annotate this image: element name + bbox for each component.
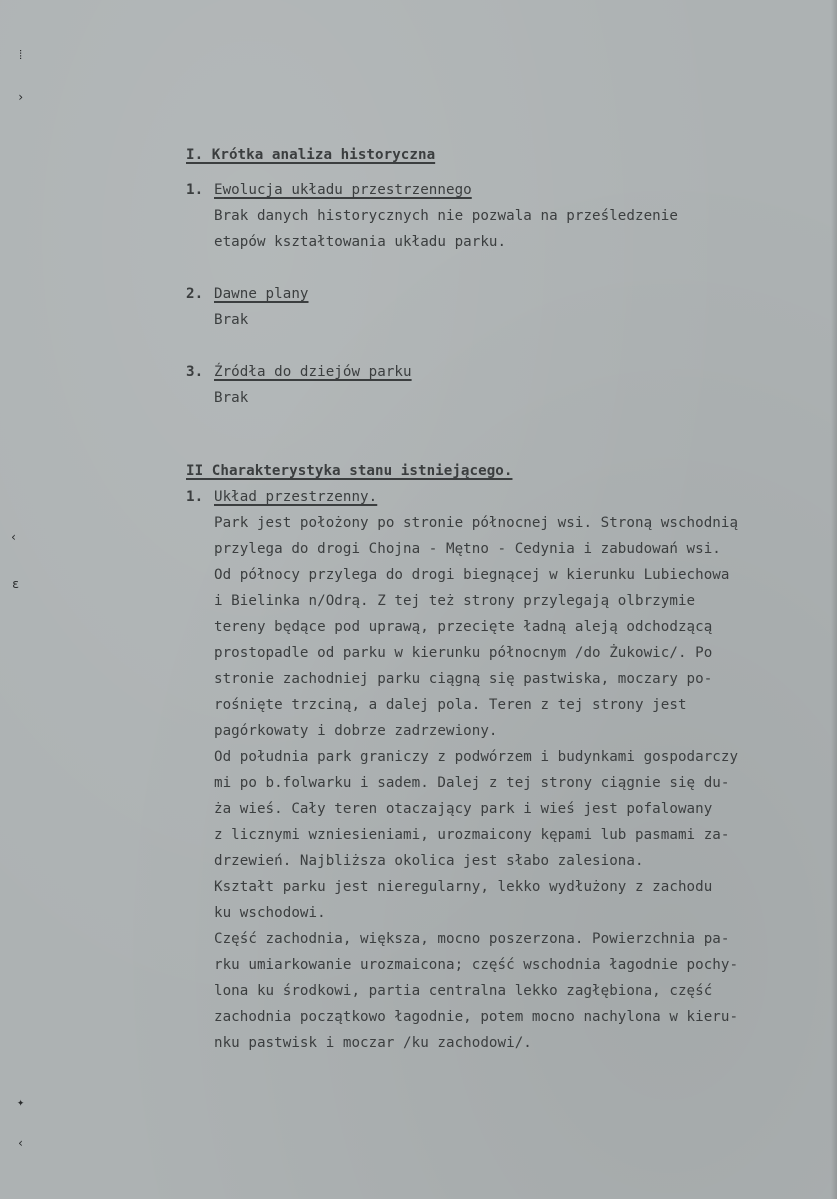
binding-mark: ⁞ [17, 48, 25, 62]
binding-mark: ‹ [17, 1136, 25, 1150]
paragraph-line: tereny będące pod uprawą, przecięte ładną aleją odchodzącą [214, 619, 713, 635]
paragraph-line: mi po b.folwarku i sadem. Dalej z tej strony ciągnie się du- [214, 775, 730, 791]
item-title: Dawne plany [214, 286, 309, 302]
page-edge-shadow [831, 0, 837, 1199]
paragraph-line: drzewień. Najbliższa okolica jest słabo zalesiona. [214, 853, 644, 869]
paragraph-line: Park jest położony po stronie północnej wsi. Stroną wschodnią [214, 515, 739, 531]
paragraph-line: stronie zachodniej parku ciągną się pastwiska, moczary po- [214, 671, 713, 687]
paragraph-line: nku pastwisk i moczar /ku zachodowi/. [214, 1035, 532, 1051]
binding-mark: ɛ [12, 577, 20, 591]
item-number: 1. [186, 182, 204, 198]
binding-mark: ✦ [17, 1095, 25, 1109]
paragraph-line: Kształt parku jest nieregularny, lekko wydłużony z zachodu [214, 879, 713, 895]
item-number: 3. [186, 364, 204, 380]
binding-mark: ‹ [10, 530, 18, 544]
binding-mark: › [17, 90, 25, 104]
paragraph-line: pagórkowaty i dobrze zadrzewiony. [214, 723, 498, 739]
paragraph-line: przylega do drogi Chojna - Mętno - Cedynia i zabudowań wsi. [214, 541, 721, 557]
paragraph-line: Od południa park graniczy z podwórzem i budynkami gospodarczy [214, 749, 739, 765]
section-heading: I. Krótka analiza historyczna [186, 147, 436, 163]
paragraph-line: etapów kształtowania układu parku. [214, 234, 507, 250]
item-title: Układ przestrzenny. [214, 489, 378, 505]
paragraph-line: prostopadle od parku w kierunku północnym /do Żukowic/. Po [214, 645, 713, 661]
paragraph-line: zachodnia początkowo łagodnie, potem mocno nachylona w kieru- [214, 1009, 739, 1025]
item-title: Źródła do dziejów parku [214, 364, 412, 380]
paragraph-line: lona ku środkowi, partia centralna lekko zagłębiona, część [214, 983, 713, 999]
paragraph-line: Brak [214, 312, 249, 328]
paragraph-line: Od północy przylega do drogi biegnącej w kierunku Lubiechowa [214, 567, 730, 583]
paragraph-line: i Bielinka n/Odrą. Z tej też strony przylegają olbrzymie [214, 593, 696, 609]
item-title: Ewolucja układu przestrzennego [214, 182, 472, 198]
paragraph-line: Brak [214, 390, 249, 406]
paragraph-line: Brak danych historycznych nie pozwala na prześledzenie [214, 208, 678, 224]
paragraph-line: ża wieś. Cały teren otaczający park i wieś jest pofalowany [214, 801, 713, 817]
paragraph-line: rośnięte trzciną, a dalej pola. Teren z tej strony jest [214, 697, 687, 713]
paragraph-line: rku umiarkowanie urozmaicona; część wschodnia łagodnie pochy- [214, 957, 739, 973]
paragraph-line: ku wschodowi. [214, 905, 326, 921]
paragraph-line: z licznymi wzniesieniami, urozmaicony kępami lub pasmami za- [214, 827, 730, 843]
paragraph-line: Część zachodnia, większa, mocno poszerzona. Powierzchnia pa- [214, 931, 730, 947]
item-number: 1. [186, 489, 204, 505]
section-heading: II Charakterystyka stanu istniejącego. [186, 463, 513, 479]
item-number: 2. [186, 286, 204, 302]
